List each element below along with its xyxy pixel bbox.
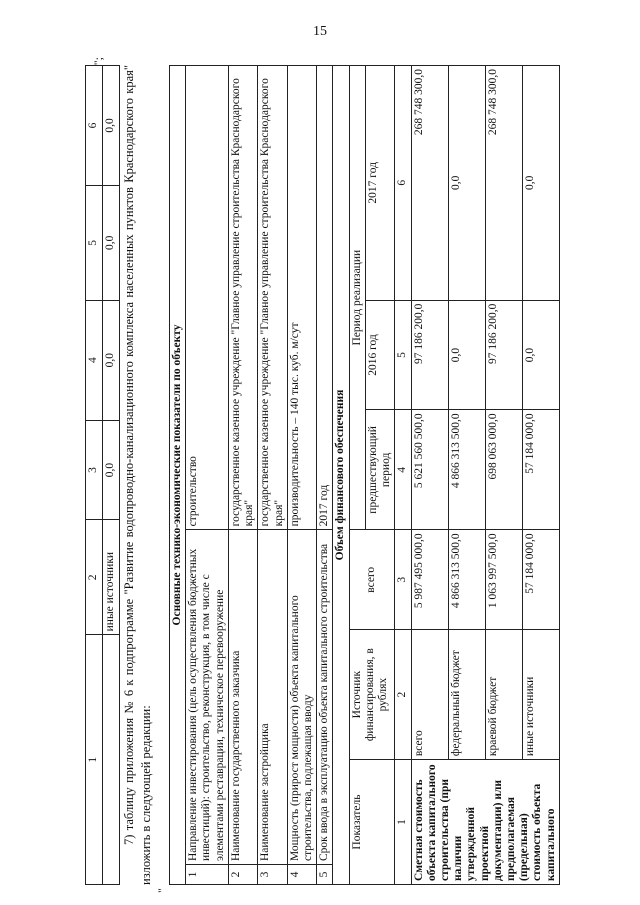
row-number: 1 (186, 865, 229, 885)
amendment-paragraph (121, 65, 155, 885)
header-previous: предшествующий период (365, 410, 394, 530)
header-indicator: Показатель (349, 760, 395, 885)
column-number: 6 (86, 66, 103, 186)
indicator-value: государственное казенное учреждение "Главное управление строительства Краснодарского края" (228, 66, 257, 530)
amount-cell: 268 748 300,0 (485, 66, 522, 301)
row-number: 4 (287, 865, 316, 885)
section-title: Объем финансового обеспечения (333, 66, 349, 885)
indicator-name: Наименование государственного заказчика (228, 530, 257, 865)
table-row (186, 66, 229, 885)
amount-cell: 698 063 000,0 (485, 410, 522, 530)
indicator-value: производительность – 140 тыс. куб. м/сут (287, 66, 316, 530)
column-number: 3 (86, 420, 103, 520)
amendment-text: 7) таблицу приложения № 6 к подпрограмме "Развитие водопроводно-канализационного комплекса населенных пунктов Краснодарского края" изложить в следующей редакции: (122, 65, 153, 885)
opening-quote: " (155, 888, 169, 893)
column-number: 1 (395, 760, 411, 885)
row-number: 3 (258, 865, 287, 885)
source-cell: всего (411, 630, 448, 760)
table-row (317, 66, 333, 885)
header-row (349, 66, 365, 885)
header-source: Источник финансирования, в рублях (349, 630, 395, 760)
indicator-value: строительство (186, 66, 229, 530)
column-number: 2 (86, 520, 103, 635)
header-2017: 2017 год (365, 66, 394, 301)
table-cell: иные источники (103, 520, 120, 635)
amount-cell: 0,0 (448, 66, 485, 301)
table-row (411, 66, 448, 885)
row-number: 5 (317, 865, 333, 885)
table-cell: 0,0 (103, 66, 120, 186)
closing-quote: "; (91, 57, 105, 66)
amount-cell: 268 748 300,0 (411, 66, 448, 301)
cost-indicator-label: Сметная стоимость объекта капитального строительства (при наличии утвержденной проектной документации) или предполагаемая (предельная) стоимость объекта капитального (411, 760, 559, 885)
column-number: 5 (395, 300, 411, 410)
column-number: 1 (86, 635, 103, 885)
header-total: всего (349, 530, 395, 630)
column-number: 5 (86, 185, 103, 300)
column-number: 6 (395, 66, 411, 301)
amount-cell: 0,0 (448, 300, 485, 410)
indicator-name: Мощность (прирост мощности) объекта капитального строительства, подлежащая вводу (287, 530, 316, 865)
table-row (287, 66, 316, 885)
indicator-name: Направление инвестирования (цель осуществления бюджетных инвестиций): строительство, реконструкция, в том числе с элементами реставрации, техническое перевооружение (186, 530, 229, 865)
table-cell: 0,0 (103, 300, 120, 420)
column-number: 2 (395, 630, 411, 760)
table-cell: 0,0 (103, 185, 120, 300)
header-period: Период реализации (349, 66, 365, 530)
amount-cell: 4 866 313 500,0 (448, 410, 485, 530)
column-number: 3 (395, 530, 411, 630)
table-row (228, 66, 257, 885)
rotated-page-content (85, 57, 557, 893)
table-cell (103, 635, 120, 885)
column-number: 4 (86, 300, 103, 420)
amount-cell: 5 621 560 500,0 (411, 410, 448, 530)
indicator-name: Срок ввода в эксплуатацию объекта капитального строительства (317, 530, 333, 865)
amount-cell: 97 186 200,0 (411, 300, 448, 410)
page-number: 15 (313, 24, 327, 39)
amount-cell: 0,0 (522, 300, 559, 410)
table-cell: 0,0 (103, 420, 120, 520)
section-title: Основные технико-экономические показатели по объекту (170, 66, 186, 885)
amount-cell: 57 184 000,0 (522, 410, 559, 530)
indicator-value: государственное казенное учреждение "Главное управление строительства Краснодарского края" (258, 66, 287, 530)
amount-cell: 0,0 (522, 66, 559, 301)
table-row (258, 66, 287, 885)
indicator-value: 2017 год (317, 66, 333, 530)
table-row (103, 66, 120, 885)
indicator-name: Наименование застройщика (258, 530, 287, 865)
table-row (86, 66, 103, 885)
source-cell: краевой бюджет (485, 630, 522, 760)
previous-table-tail (85, 65, 120, 885)
row-number: 2 (228, 865, 257, 885)
amount-cell: 97 186 200,0 (485, 300, 522, 410)
source-cell: федеральный бюджет (448, 630, 485, 760)
amount-cell: 4 866 313 500,0 (448, 530, 485, 630)
object-table (169, 65, 560, 885)
amount-cell: 1 063 997 500,0 (485, 530, 522, 630)
source-cell: иные источники (522, 630, 559, 760)
amount-cell: 57 184 000,0 (522, 530, 559, 630)
column-number-row (395, 66, 411, 885)
column-number: 4 (395, 410, 411, 530)
amount-cell: 5 987 495 000,0 (411, 530, 448, 630)
header-2016: 2016 год (365, 300, 394, 410)
